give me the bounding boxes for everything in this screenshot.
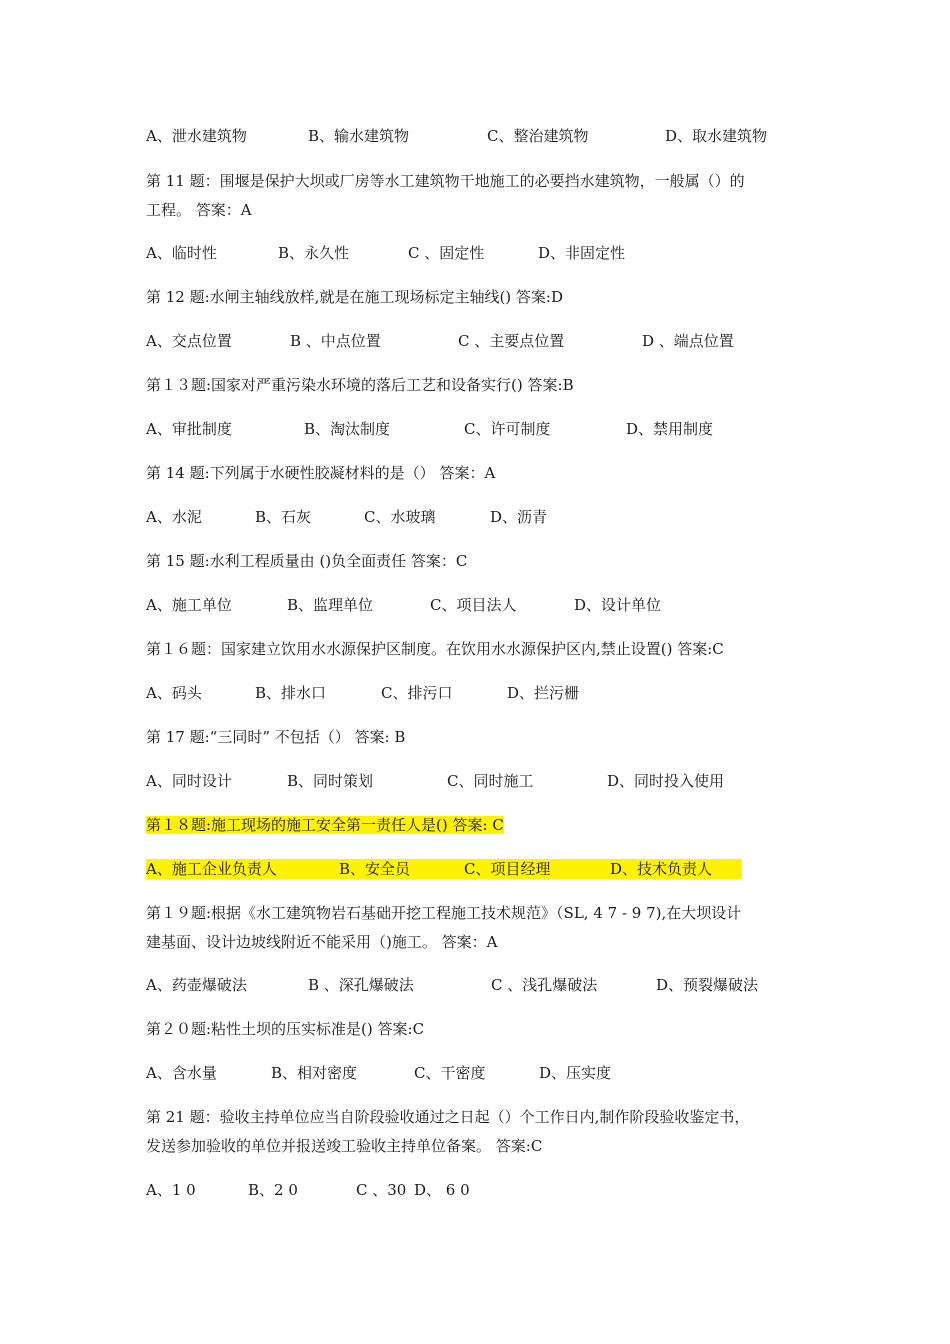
question-text: 发送参加验收的单位并报送竣工验收主持单位备案。 答案:C — [146, 1137, 543, 1155]
option-b: B、同时策划 — [287, 772, 374, 790]
question-text: 第１９题:根据《水工建筑物岩石基础开挖工程施工技术规范》（SL, 4 7 - 9 7),在大坝设计 — [146, 904, 742, 922]
option-a: A、泄水建筑物 — [146, 127, 247, 145]
option-a: A、临时性 — [146, 244, 217, 262]
option-b: B 、深孔爆破法 — [308, 976, 414, 994]
option-d: D、 6 0 — [414, 1181, 470, 1199]
question-text: 第 11 题：围堰是保护大坝或厂房等水工建筑物干地施工的必要挡水建筑物，一般属（）的 — [146, 172, 745, 190]
options-row-highlighted — [146, 859, 742, 879]
option-a: A、同时设计 — [146, 772, 232, 790]
option-d: D、禁用制度 — [626, 420, 714, 438]
option-a: A、1 0 — [146, 1181, 196, 1199]
question-text: 工程。 答案：A — [146, 201, 252, 219]
option-d: D、同时投入使用 — [607, 772, 725, 790]
option-c: C、项目法人 — [430, 596, 517, 614]
option-b: B 、中点位置 — [290, 332, 381, 350]
option-d: D、取水建筑物 — [665, 127, 768, 145]
option-d: D、非固定性 — [538, 244, 626, 262]
option-d: D、设计单位 — [574, 596, 662, 614]
option-c: C、整治建筑物 — [487, 127, 589, 145]
question-text: 第 14 题:下列属于水硬性胶凝材料的是（） 答案：A — [146, 464, 496, 482]
option-b: B、排水口 — [255, 684, 327, 702]
option-a: A、水泥 — [146, 508, 202, 526]
question-text: 第 17 题:“三同时” 不包括（） 答案: B — [146, 728, 406, 746]
option-b: B、相对密度 — [271, 1064, 358, 1082]
option-b: B、2 0 — [248, 1181, 298, 1199]
option-c: C、项目经理 — [464, 860, 551, 878]
option-c: C、排污口 — [381, 684, 453, 702]
question-text: 第 15 题:水利工程质量由 ()负全面责任 答案：C — [146, 552, 468, 570]
option-a: A、施工企业负责人 — [146, 860, 277, 878]
option-d: D、预裂爆破法 — [656, 976, 759, 994]
option-c: C 、主要点位置 — [458, 332, 565, 350]
question-text: 第１３题:国家对严重污染水环境的落后工艺和设备实行() 答案:B — [146, 376, 574, 394]
option-c: C、同时施工 — [447, 772, 534, 790]
option-d: D、沥青 — [490, 508, 548, 526]
option-a: A、药壶爆破法 — [146, 976, 247, 994]
option-a: A、施工单位 — [146, 596, 232, 614]
option-a: A、含水量 — [146, 1064, 217, 1082]
option-b: B、监理单位 — [287, 596, 374, 614]
highlighted-text: 第１８题:施工现场的施工安全第一责任人是() 答案: C — [146, 816, 504, 834]
option-d: D、技术负责人 — [610, 860, 713, 878]
option-a: A、交点位置 — [146, 332, 232, 350]
question-text: 第１６题：国家建立饮用水水源保护区制度。在饮用水水源保护区内,禁止设置() 答案:C — [146, 640, 724, 658]
question-text: 第 12 题:水闸主轴线放样,就是在施工现场标定主轴线() 答案:D — [146, 288, 563, 306]
option-c: C、水玻璃 — [364, 508, 436, 526]
option-b: B、永久性 — [278, 244, 350, 262]
option-b: B、安全员 — [339, 860, 411, 878]
option-d: D、拦污栅 — [507, 684, 580, 702]
option-c: C、许可制度 — [464, 420, 551, 438]
option-c: C 、30 — [356, 1181, 407, 1199]
option-d: D 、端点位置 — [642, 332, 734, 350]
question-text: 第 21 题：验收主持单位应当自阶段验收通过之日起（）个工作日内,制作阶段验收鉴定书， — [146, 1108, 750, 1126]
option-a: A、审批制度 — [146, 420, 232, 438]
question-text: 建基面、设计边坡线附近不能采用（)施工。 答案：A — [146, 933, 498, 951]
option-c: C、干密度 — [414, 1064, 486, 1082]
question-text: 第２０题:粘性土坝的压实标准是() 答案:C — [146, 1020, 425, 1038]
option-b: B、石灰 — [255, 508, 312, 526]
option-a: A、码头 — [146, 684, 202, 702]
option-c: C 、固定性 — [408, 244, 485, 262]
option-d: D、压实度 — [539, 1064, 612, 1082]
option-c: C 、浅孔爆破法 — [491, 976, 598, 994]
option-b: B、输水建筑物 — [308, 127, 410, 145]
question-text-highlighted — [146, 815, 504, 835]
option-b: B、淘汰制度 — [304, 420, 391, 438]
